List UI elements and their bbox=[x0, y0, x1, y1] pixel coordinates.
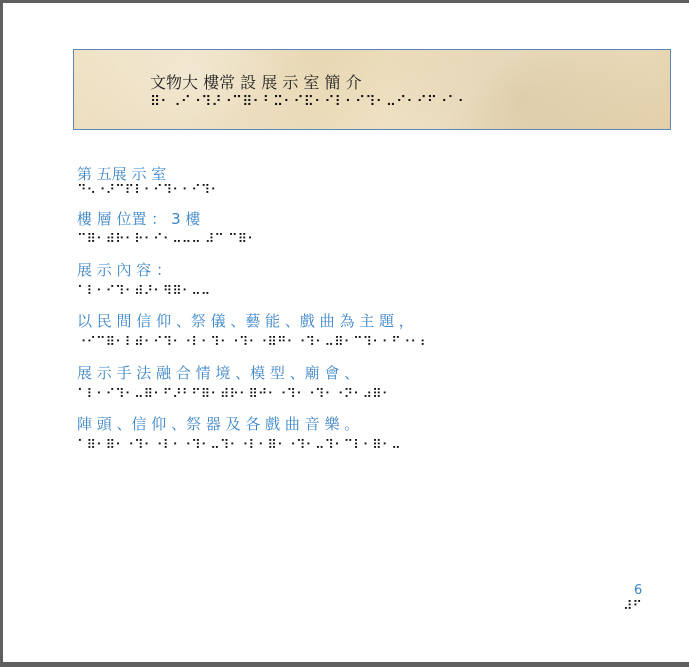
body-line-1-braille: ⠐⠊⠉⠿⠂⠇⠾⠂⠊⠹⠂⠐⠇⠂⠹⠂⠐⠹⠂⠐⠿⠛⠂⠐⠹⠂⠤⠿⠂⠉⠹⠂⠂⠋⠐⠂⠆ bbox=[77, 335, 430, 350]
floor-label-braille: ⠉⠿⠂⠾⠗⠂⠗⠂⠊⠂⠤⠤⠤ ⠼⠉ ⠉⠿⠂ bbox=[77, 232, 257, 247]
page-number: 6 bbox=[634, 583, 643, 598]
section-title: 第 五展 示 室 bbox=[77, 165, 167, 183]
body-line-3-braille: ⠁⠿⠂⠿⠂⠐⠹⠂⠐⠇⠂⠐⠹⠂⠤⠹⠂⠐⠇⠂⠿⠂⠐⠹⠂⠤⠹⠂⠉⠇⠂⠿⠂⠤ bbox=[77, 438, 401, 453]
page-title: 文物大 樓常 設 展 示 室 簡 介 bbox=[150, 73, 362, 92]
section-title-braille: ⠙⠢⠐⠜⠉⠏⠇⠂⠊⠹⠂⠂⠊⠹⠂ bbox=[77, 183, 220, 198]
title-box bbox=[73, 49, 671, 130]
body-line-2: 展 示 手 法 融 合 情 境 、模 型 、廟 會 、 bbox=[77, 364, 360, 382]
body-line-2-braille: ⠁⠇⠂⠊⠹⠂⠤⠿⠂⠋⠜⠃⠋⠿⠂⠾⠗⠂⠿⠚⠂⠐⠹⠂⠐⠹⠂⠐⠝⠂⠴⠿⠂ bbox=[77, 387, 392, 402]
floor-label: 樓 層 位置 ： 3 樓 bbox=[77, 210, 201, 228]
body-line-3: 陣 頭 、信 仰 、祭 器 及 各 戲 曲 音 樂 。 bbox=[77, 415, 360, 433]
document-page bbox=[3, 3, 689, 662]
content-label-braille: ⠁⠇⠂⠊⠹⠂⠾⠜⠂⠻⠿⠂⠤⠤ bbox=[77, 284, 211, 299]
page-number-braille: ⠼⠋ bbox=[623, 599, 643, 614]
page-title-braille: ⠿⠂⠠⠊⠐⠹⠜⠐⠉⠿⠂⠃⠭⠂⠊⠯⠂⠊⠇⠂⠊⠹⠂⠤⠊⠂⠊⠋⠐⠁⠂ bbox=[150, 94, 468, 110]
body-line-1: 以 民 間 信 仰 、祭 儀 、藝 能 、戲 曲 為 主 題 ， bbox=[77, 312, 414, 330]
content-label: 展 示 內 容 ： bbox=[77, 261, 172, 279]
